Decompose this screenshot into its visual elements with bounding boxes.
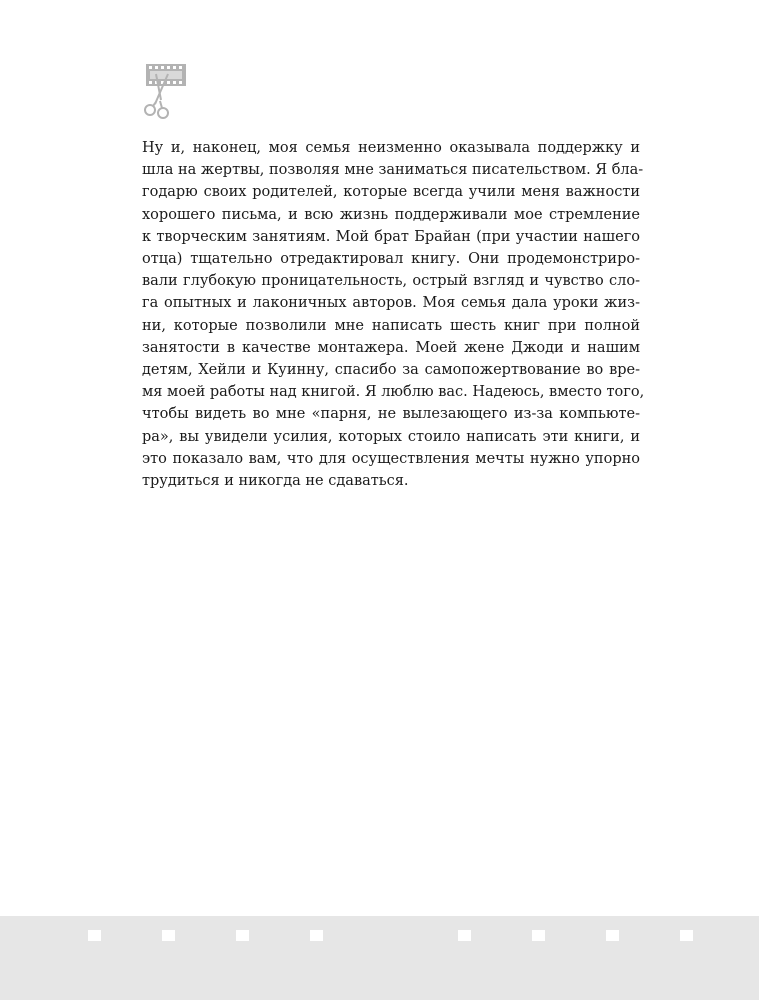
paragraph-line: занятости в качестве монтажера. Моей жене Джоди и нашим (142, 339, 640, 356)
film-perforation (149, 81, 152, 84)
film-perforation (173, 66, 176, 69)
paragraph-line: шла на жертвы, позволяя мне заниматься писательством. Я бла- (142, 162, 644, 179)
paragraph-line: отца) тщательно отредактировал книгу. Они продемонстриро- (142, 251, 640, 268)
film-perforation (173, 81, 176, 84)
film-perforation (161, 66, 164, 69)
film-perforation (236, 930, 249, 941)
film-perforation (167, 81, 170, 84)
paragraph-line: к творческим занятиям. Мой брат Брайан (при участии нашего (142, 228, 640, 245)
film-perforation (179, 66, 182, 69)
film-strip-footer (0, 916, 759, 1000)
paragraph-line: это показало вам, что для осуществления мечты нужно упорно (142, 450, 640, 467)
paragraph-line: детям, Хейли и Куинну, спасибо за самопожертвование во вре- (142, 362, 640, 379)
paragraph-line: ра», вы увидели усилия, которых стоило написать эти книги, и (142, 428, 640, 445)
scissors-arm (160, 101, 162, 108)
film-perforation (149, 66, 152, 69)
paragraph-line: ни, которые позволили мне написать шесть книг при полной (142, 317, 640, 334)
paragraph-line: годарю своих родителей, которые всегда учили меня важности (142, 184, 640, 201)
film-perforation (179, 81, 182, 84)
scissors-handle (158, 108, 168, 118)
scissors-arm (153, 102, 156, 106)
film-perforation (88, 930, 101, 941)
film-perforation (310, 930, 323, 941)
paragraph-line: хорошего письма, и всю жизнь поддерживали мое стремление (142, 206, 640, 223)
paragraph-line: мя моей работы над книгой. Я люблю вас. Надеюсь, вместо того, (142, 384, 645, 401)
film-perforation (680, 930, 693, 941)
scissors-handle (145, 105, 155, 115)
film-perforation (162, 930, 175, 941)
paragraph-line: чтобы видеть во мне «парня, не вылезающего из-за компьюте- (142, 406, 640, 423)
film-perforation (167, 66, 170, 69)
paragraph-line: Ну и, наконец, моя семья неизменно оказывала поддержку и (142, 140, 640, 156)
paragraph-line: га опытных и лаконичных авторов. Моя семья дала уроки жиз- (142, 295, 640, 312)
paragraph-line: вали глубокую проницательность, острый взгляд и чувство сло- (142, 273, 640, 290)
film-scissors-icon (139, 60, 193, 124)
film-perforation (458, 930, 471, 941)
film-perforation (532, 930, 545, 941)
paragraph-line: трудиться и никогда не сдаваться. (142, 473, 409, 490)
acknowledgement-paragraph (142, 137, 645, 492)
film-perforation (606, 930, 619, 941)
film-perforation (155, 66, 158, 69)
